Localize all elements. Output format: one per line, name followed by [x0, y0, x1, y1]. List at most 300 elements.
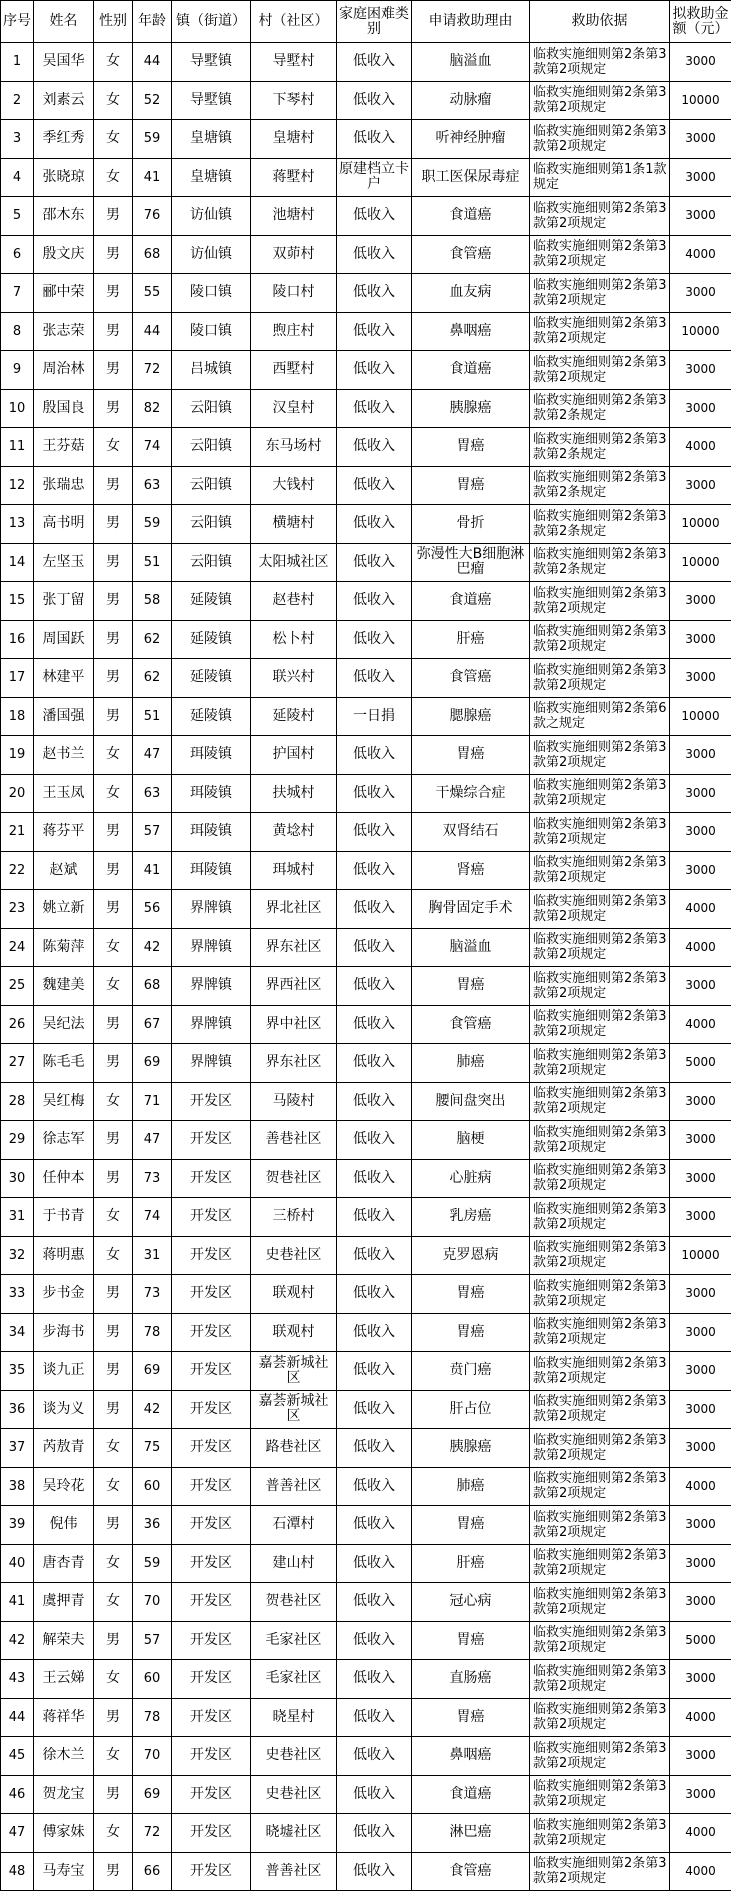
header-cell: 救助依据	[530, 1, 670, 43]
cell-amount: 10000	[670, 505, 731, 544]
cell-amount: 4000	[670, 1468, 731, 1507]
cell-reason: 直肠癌	[412, 1660, 530, 1699]
cell-age: 70	[133, 1737, 172, 1776]
cell-index: 42	[1, 1622, 34, 1661]
cell-age: 51	[133, 544, 172, 583]
cell-category: 低收入	[337, 813, 412, 852]
cell-gender: 男	[94, 1391, 133, 1430]
cell-name: 张瑞忠	[34, 467, 94, 506]
cell-basis: 临救实施细则第2条第3款第2项规定	[530, 1776, 670, 1815]
cell-reason: 肝癌	[412, 621, 530, 660]
cell-amount: 3000	[670, 1352, 731, 1391]
cell-basis: 临救实施细则第2条第3款第2项规定	[530, 659, 670, 698]
header-cell: 申请救助理由	[412, 1, 530, 43]
cell-index: 23	[1, 890, 34, 929]
cell-basis: 临救实施细则第2条第3款第2项规定	[530, 1352, 670, 1391]
cell-name: 王芬菇	[34, 428, 94, 467]
cell-basis: 临救实施细则第2条第3款第2项规定	[530, 1044, 670, 1083]
cell-name: 殷国良	[34, 390, 94, 429]
cell-index: 1	[1, 43, 34, 82]
cell-gender: 男	[94, 390, 133, 429]
cell-reason: 腰间盘突出	[412, 1083, 530, 1122]
cell-category: 低收入	[337, 1468, 412, 1507]
cell-reason: 乳房癌	[412, 1198, 530, 1237]
cell-age: 69	[133, 1352, 172, 1391]
cell-category: 低收入	[337, 505, 412, 544]
cell-name: 王云娣	[34, 1660, 94, 1699]
cell-town: 开发区	[172, 1160, 251, 1199]
cell-age: 42	[133, 929, 172, 968]
cell-town: 访仙镇	[172, 197, 251, 236]
cell-age: 74	[133, 1198, 172, 1237]
cell-index: 17	[1, 659, 34, 698]
cell-reason: 胃癌	[412, 1506, 530, 1545]
cell-category: 低收入	[337, 43, 412, 82]
cell-amount: 3000	[670, 659, 731, 698]
cell-reason: 胃癌	[412, 736, 530, 775]
cell-index: 36	[1, 1391, 34, 1430]
cell-reason: 脑溢血	[412, 929, 530, 968]
cell-category: 低收入	[337, 1121, 412, 1160]
cell-name: 徐志军	[34, 1121, 94, 1160]
cell-town: 开发区	[172, 1853, 251, 1891]
cell-town: 界牌镇	[172, 890, 251, 929]
cell-basis: 临救实施细则第2条第3款第2项规定	[530, 1468, 670, 1507]
cell-age: 69	[133, 1044, 172, 1083]
header-cell: 年龄	[133, 1, 172, 43]
cell-index: 11	[1, 428, 34, 467]
cell-gender: 男	[94, 813, 133, 852]
cell-age: 31	[133, 1237, 172, 1276]
cell-name: 陈菊萍	[34, 929, 94, 968]
cell-village: 联观村	[251, 1314, 337, 1353]
cell-amount: 10000	[670, 1237, 731, 1276]
cell-age: 68	[133, 967, 172, 1006]
cell-gender: 男	[94, 1506, 133, 1545]
cell-village: 普善社区	[251, 1468, 337, 1507]
cell-village: 护国村	[251, 736, 337, 775]
cell-reason: 双肾结石	[412, 813, 530, 852]
cell-index: 40	[1, 1545, 34, 1584]
cell-age: 41	[133, 159, 172, 198]
cell-index: 16	[1, 621, 34, 660]
cell-name: 王玉凤	[34, 775, 94, 814]
cell-amount: 3000	[670, 582, 731, 621]
cell-gender: 男	[94, 544, 133, 583]
cell-village: 导墅村	[251, 43, 337, 82]
cell-basis: 临救实施细则第2条第3款第2项规定	[530, 1237, 670, 1276]
cell-town: 珥陵镇	[172, 775, 251, 814]
cell-gender: 女	[94, 82, 133, 121]
cell-name: 吴红梅	[34, 1083, 94, 1122]
cell-gender: 女	[94, 1737, 133, 1776]
cell-category: 低收入	[337, 1814, 412, 1853]
cell-reason: 鼻咽癌	[412, 313, 530, 352]
cell-name: 周国跃	[34, 621, 94, 660]
cell-town: 开发区	[172, 1121, 251, 1160]
cell-village: 珥城村	[251, 852, 337, 891]
cell-amount: 4000	[670, 1853, 731, 1891]
cell-amount: 3000	[670, 1083, 731, 1122]
cell-age: 74	[133, 428, 172, 467]
cell-amount: 3000	[670, 1121, 731, 1160]
cell-category: 低收入	[337, 428, 412, 467]
cell-age: 66	[133, 1853, 172, 1891]
cell-name: 蒋明惠	[34, 1237, 94, 1276]
cell-village: 史巷社区	[251, 1237, 337, 1276]
cell-category: 低收入	[337, 1853, 412, 1891]
cell-gender: 男	[94, 505, 133, 544]
cell-category: 低收入	[337, 1506, 412, 1545]
cell-name: 郦中荣	[34, 274, 94, 313]
cell-category: 低收入	[337, 1737, 412, 1776]
cell-index: 3	[1, 120, 34, 159]
cell-town: 延陵镇	[172, 582, 251, 621]
cell-amount: 3000	[670, 1506, 731, 1545]
cell-amount: 3000	[670, 467, 731, 506]
cell-category: 低收入	[337, 390, 412, 429]
cell-amount: 4000	[670, 236, 731, 275]
cell-index: 18	[1, 698, 34, 737]
cell-reason: 食管癌	[412, 659, 530, 698]
cell-reason: 心脏病	[412, 1160, 530, 1199]
cell-index: 29	[1, 1121, 34, 1160]
cell-amount: 3000	[670, 621, 731, 660]
cell-gender: 女	[94, 736, 133, 775]
cell-village: 嘉荟新城社区	[251, 1352, 337, 1391]
cell-basis: 临救实施细则第2条第3款第2条规定	[530, 428, 670, 467]
cell-reason: 胃癌	[412, 467, 530, 506]
cell-village: 联兴村	[251, 659, 337, 698]
cell-age: 59	[133, 120, 172, 159]
cell-basis: 临救实施细则第2条第3款第2项规定	[530, 1121, 670, 1160]
cell-age: 78	[133, 1314, 172, 1353]
cell-town: 开发区	[172, 1083, 251, 1122]
cell-village: 贺巷社区	[251, 1583, 337, 1622]
cell-basis: 临救实施细则第2条第3款第2项规定	[530, 1699, 670, 1738]
cell-category: 低收入	[337, 274, 412, 313]
cell-village: 三桥村	[251, 1198, 337, 1237]
cell-amount: 3000	[670, 1776, 731, 1815]
cell-age: 57	[133, 1622, 172, 1661]
cell-name: 步海书	[34, 1314, 94, 1353]
cell-amount: 3000	[670, 1583, 731, 1622]
cell-gender: 男	[94, 1314, 133, 1353]
cell-category: 低收入	[337, 1391, 412, 1430]
header-cell: 家庭困难类别	[337, 1, 412, 43]
cell-index: 33	[1, 1275, 34, 1314]
cell-index: 38	[1, 1468, 34, 1507]
cell-age: 69	[133, 1776, 172, 1815]
cell-index: 14	[1, 544, 34, 583]
cell-name: 虞押青	[34, 1583, 94, 1622]
cell-basis: 临救实施细则第2条第6款之规定	[530, 698, 670, 737]
cell-name: 步书金	[34, 1275, 94, 1314]
cell-name: 季红秀	[34, 120, 94, 159]
cell-village: 太阳城社区	[251, 544, 337, 583]
cell-reason: 胃癌	[412, 428, 530, 467]
cell-gender: 男	[94, 197, 133, 236]
header-cell: 序号	[1, 1, 34, 43]
cell-basis: 临救实施细则第2条第3款第2项规定	[530, 890, 670, 929]
cell-age: 52	[133, 82, 172, 121]
cell-amount: 3000	[670, 197, 731, 236]
cell-index: 7	[1, 274, 34, 313]
cell-name: 徐木兰	[34, 1737, 94, 1776]
cell-village: 界北社区	[251, 890, 337, 929]
cell-category: 低收入	[337, 120, 412, 159]
cell-age: 63	[133, 775, 172, 814]
cell-age: 59	[133, 505, 172, 544]
cell-category: 低收入	[337, 82, 412, 121]
cell-name: 吴国华	[34, 43, 94, 82]
cell-category: 低收入	[337, 1622, 412, 1661]
cell-name: 蒋芬平	[34, 813, 94, 852]
cell-amount: 3000	[670, 159, 731, 198]
cell-index: 46	[1, 1776, 34, 1815]
cell-amount: 3000	[670, 390, 731, 429]
cell-age: 56	[133, 890, 172, 929]
cell-amount: 3000	[670, 852, 731, 891]
cell-reason: 食道癌	[412, 582, 530, 621]
cell-basis: 临救实施细则第2条第3款第2项规定	[530, 1160, 670, 1199]
cell-name: 魏建美	[34, 967, 94, 1006]
cell-gender: 女	[94, 159, 133, 198]
cell-amount: 3000	[670, 120, 731, 159]
cell-name: 唐杏青	[34, 1545, 94, 1584]
cell-town: 开发区	[172, 1429, 251, 1468]
cell-amount: 5000	[670, 1044, 731, 1083]
cell-town: 访仙镇	[172, 236, 251, 275]
cell-index: 6	[1, 236, 34, 275]
cell-village: 普善社区	[251, 1853, 337, 1891]
cell-age: 71	[133, 1083, 172, 1122]
cell-category: 低收入	[337, 1198, 412, 1237]
cell-amount: 3000	[670, 1275, 731, 1314]
cell-index: 9	[1, 351, 34, 390]
cell-basis: 临救实施细则第2条第3款第2项规定	[530, 775, 670, 814]
cell-village: 马陵村	[251, 1083, 337, 1122]
cell-age: 73	[133, 1160, 172, 1199]
cell-basis: 临救实施细则第2条第3款第2项规定	[530, 1314, 670, 1353]
cell-amount: 10000	[670, 544, 731, 583]
cell-reason: 食道癌	[412, 197, 530, 236]
cell-index: 43	[1, 1660, 34, 1699]
cell-basis: 临救实施细则第2条第3款第2项规定	[530, 351, 670, 390]
cell-age: 72	[133, 351, 172, 390]
cell-amount: 4000	[670, 1699, 731, 1738]
cell-town: 珥陵镇	[172, 813, 251, 852]
cell-village: 界西社区	[251, 967, 337, 1006]
cell-category: 一日捐	[337, 698, 412, 737]
cell-age: 60	[133, 1660, 172, 1699]
cell-basis: 临救实施细则第2条第3款第2条规定	[530, 505, 670, 544]
cell-reason: 肝癌	[412, 1545, 530, 1584]
cell-village: 史巷社区	[251, 1737, 337, 1776]
cell-index: 2	[1, 82, 34, 121]
cell-category: 低收入	[337, 1583, 412, 1622]
cell-category: 低收入	[337, 1352, 412, 1391]
cell-gender: 女	[94, 1814, 133, 1853]
cell-basis: 临救实施细则第2条第3款第2项规定	[530, 1275, 670, 1314]
cell-basis: 临救实施细则第2条第3款第2项规定	[530, 197, 670, 236]
cell-town: 皇塘镇	[172, 120, 251, 159]
cell-age: 44	[133, 313, 172, 352]
cell-name: 潘国强	[34, 698, 94, 737]
cell-town: 皇塘镇	[172, 159, 251, 198]
cell-gender: 男	[94, 1352, 133, 1391]
cell-town: 界牌镇	[172, 1044, 251, 1083]
cell-reason: 肾癌	[412, 852, 530, 891]
cell-town: 延陵镇	[172, 659, 251, 698]
cell-gender: 男	[94, 351, 133, 390]
cell-name: 高书明	[34, 505, 94, 544]
cell-index: 45	[1, 1737, 34, 1776]
cell-village: 皇塘村	[251, 120, 337, 159]
cell-amount: 3000	[670, 775, 731, 814]
cell-gender: 女	[94, 929, 133, 968]
cell-village: 贺巷社区	[251, 1160, 337, 1199]
cell-village: 延陵村	[251, 698, 337, 737]
cell-reason: 鼻咽癌	[412, 1737, 530, 1776]
cell-gender: 女	[94, 1545, 133, 1584]
cell-village: 黄埝村	[251, 813, 337, 852]
cell-age: 47	[133, 736, 172, 775]
cell-age: 68	[133, 236, 172, 275]
cell-reason: 干燥综合症	[412, 775, 530, 814]
cell-reason: 食道癌	[412, 1776, 530, 1815]
cell-town: 界牌镇	[172, 929, 251, 968]
cell-gender: 男	[94, 467, 133, 506]
cell-name: 林建平	[34, 659, 94, 698]
cell-village: 嘉荟新城社区	[251, 1391, 337, 1430]
cell-basis: 临救实施细则第2条第3款第2项规定	[530, 1083, 670, 1122]
cell-index: 10	[1, 390, 34, 429]
cell-village: 东马场村	[251, 428, 337, 467]
cell-reason: 脑溢血	[412, 43, 530, 82]
cell-gender: 男	[94, 1006, 133, 1045]
cell-category: 低收入	[337, 621, 412, 660]
cell-index: 44	[1, 1699, 34, 1738]
cell-basis: 临救实施细则第2条第3款第2项规定	[530, 1814, 670, 1853]
cell-index: 39	[1, 1506, 34, 1545]
cell-reason: 胃癌	[412, 1275, 530, 1314]
cell-amount: 3000	[670, 1160, 731, 1199]
cell-reason: 胃癌	[412, 1699, 530, 1738]
cell-town: 开发区	[172, 1776, 251, 1815]
cell-amount: 3000	[670, 1429, 731, 1468]
cell-reason: 动脉瘤	[412, 82, 530, 121]
cell-basis: 临救实施细则第2条第3款第2项规定	[530, 1737, 670, 1776]
cell-basis: 临救实施细则第2条第3款第2项规定	[530, 813, 670, 852]
cell-index: 8	[1, 313, 34, 352]
cell-village: 路巷社区	[251, 1429, 337, 1468]
cell-town: 云阳镇	[172, 390, 251, 429]
cell-age: 59	[133, 1545, 172, 1584]
cell-reason: 食管癌	[412, 1853, 530, 1891]
cell-amount: 3000	[670, 1198, 731, 1237]
cell-age: 75	[133, 1429, 172, 1468]
cell-town: 开发区	[172, 1814, 251, 1853]
cell-basis: 临救实施细则第1条1款规定	[530, 159, 670, 198]
cell-category: 低收入	[337, 775, 412, 814]
cell-index: 5	[1, 197, 34, 236]
cell-category: 低收入	[337, 967, 412, 1006]
cell-town: 珥陵镇	[172, 736, 251, 775]
cell-age: 55	[133, 274, 172, 313]
cell-age: 41	[133, 852, 172, 891]
cell-index: 20	[1, 775, 34, 814]
cell-amount: 3000	[670, 736, 731, 775]
cell-reason: 脑梗	[412, 1121, 530, 1160]
cell-amount: 3000	[670, 1660, 731, 1699]
cell-amount: 4000	[670, 1814, 731, 1853]
cell-category: 低收入	[337, 852, 412, 891]
cell-village: 大钱村	[251, 467, 337, 506]
cell-category: 低收入	[337, 1429, 412, 1468]
cell-index: 28	[1, 1083, 34, 1122]
cell-age: 76	[133, 197, 172, 236]
cell-village: 汉皇村	[251, 390, 337, 429]
cell-basis: 临救实施细则第2条第3款第2项规定	[530, 82, 670, 121]
cell-age: 78	[133, 1699, 172, 1738]
cell-amount: 3000	[670, 43, 731, 82]
cell-reason: 肝占位	[412, 1391, 530, 1430]
cell-name: 周治林	[34, 351, 94, 390]
cell-town: 界牌镇	[172, 1006, 251, 1045]
cell-basis: 临救实施细则第2条第3款第2项规定	[530, 1583, 670, 1622]
cell-index: 22	[1, 852, 34, 891]
cell-village: 建山村	[251, 1545, 337, 1584]
cell-category: 低收入	[337, 1699, 412, 1738]
cell-name: 张晓琼	[34, 159, 94, 198]
cell-basis: 临救实施细则第2条第3款第2项规定	[530, 1506, 670, 1545]
cell-name: 张丁留	[34, 582, 94, 621]
cell-name: 倪伟	[34, 1506, 94, 1545]
cell-index: 27	[1, 1044, 34, 1083]
cell-town: 开发区	[172, 1699, 251, 1738]
cell-gender: 女	[94, 775, 133, 814]
cell-town: 导墅镇	[172, 82, 251, 121]
cell-age: 36	[133, 1506, 172, 1545]
cell-town: 云阳镇	[172, 505, 251, 544]
cell-amount: 10000	[670, 313, 731, 352]
cell-reason: 腮腺癌	[412, 698, 530, 737]
cell-index: 34	[1, 1314, 34, 1353]
cell-name: 马寿宝	[34, 1853, 94, 1891]
cell-town: 开发区	[172, 1198, 251, 1237]
cell-basis: 临救实施细则第2条第3款第2项规定	[530, 274, 670, 313]
cell-gender: 女	[94, 967, 133, 1006]
cell-village: 界东社区	[251, 929, 337, 968]
header-cell: 镇（街道）	[172, 1, 251, 43]
cell-name: 任仲本	[34, 1160, 94, 1199]
cell-basis: 临救实施细则第2条第3款第2项规定	[530, 621, 670, 660]
cell-village: 横塘村	[251, 505, 337, 544]
cell-village: 毛家社区	[251, 1622, 337, 1661]
cell-category: 低收入	[337, 544, 412, 583]
cell-town: 开发区	[172, 1275, 251, 1314]
cell-town: 开发区	[172, 1545, 251, 1584]
cell-basis: 临救实施细则第2条第3款第2项规定	[530, 43, 670, 82]
cell-town: 开发区	[172, 1468, 251, 1507]
cell-town: 开发区	[172, 1737, 251, 1776]
cell-amount: 4000	[670, 1006, 731, 1045]
cell-basis: 临救实施细则第2条第3款第2项规定	[530, 1660, 670, 1699]
cell-age: 47	[133, 1121, 172, 1160]
cell-gender: 女	[94, 1198, 133, 1237]
cell-village: 下琴村	[251, 82, 337, 121]
